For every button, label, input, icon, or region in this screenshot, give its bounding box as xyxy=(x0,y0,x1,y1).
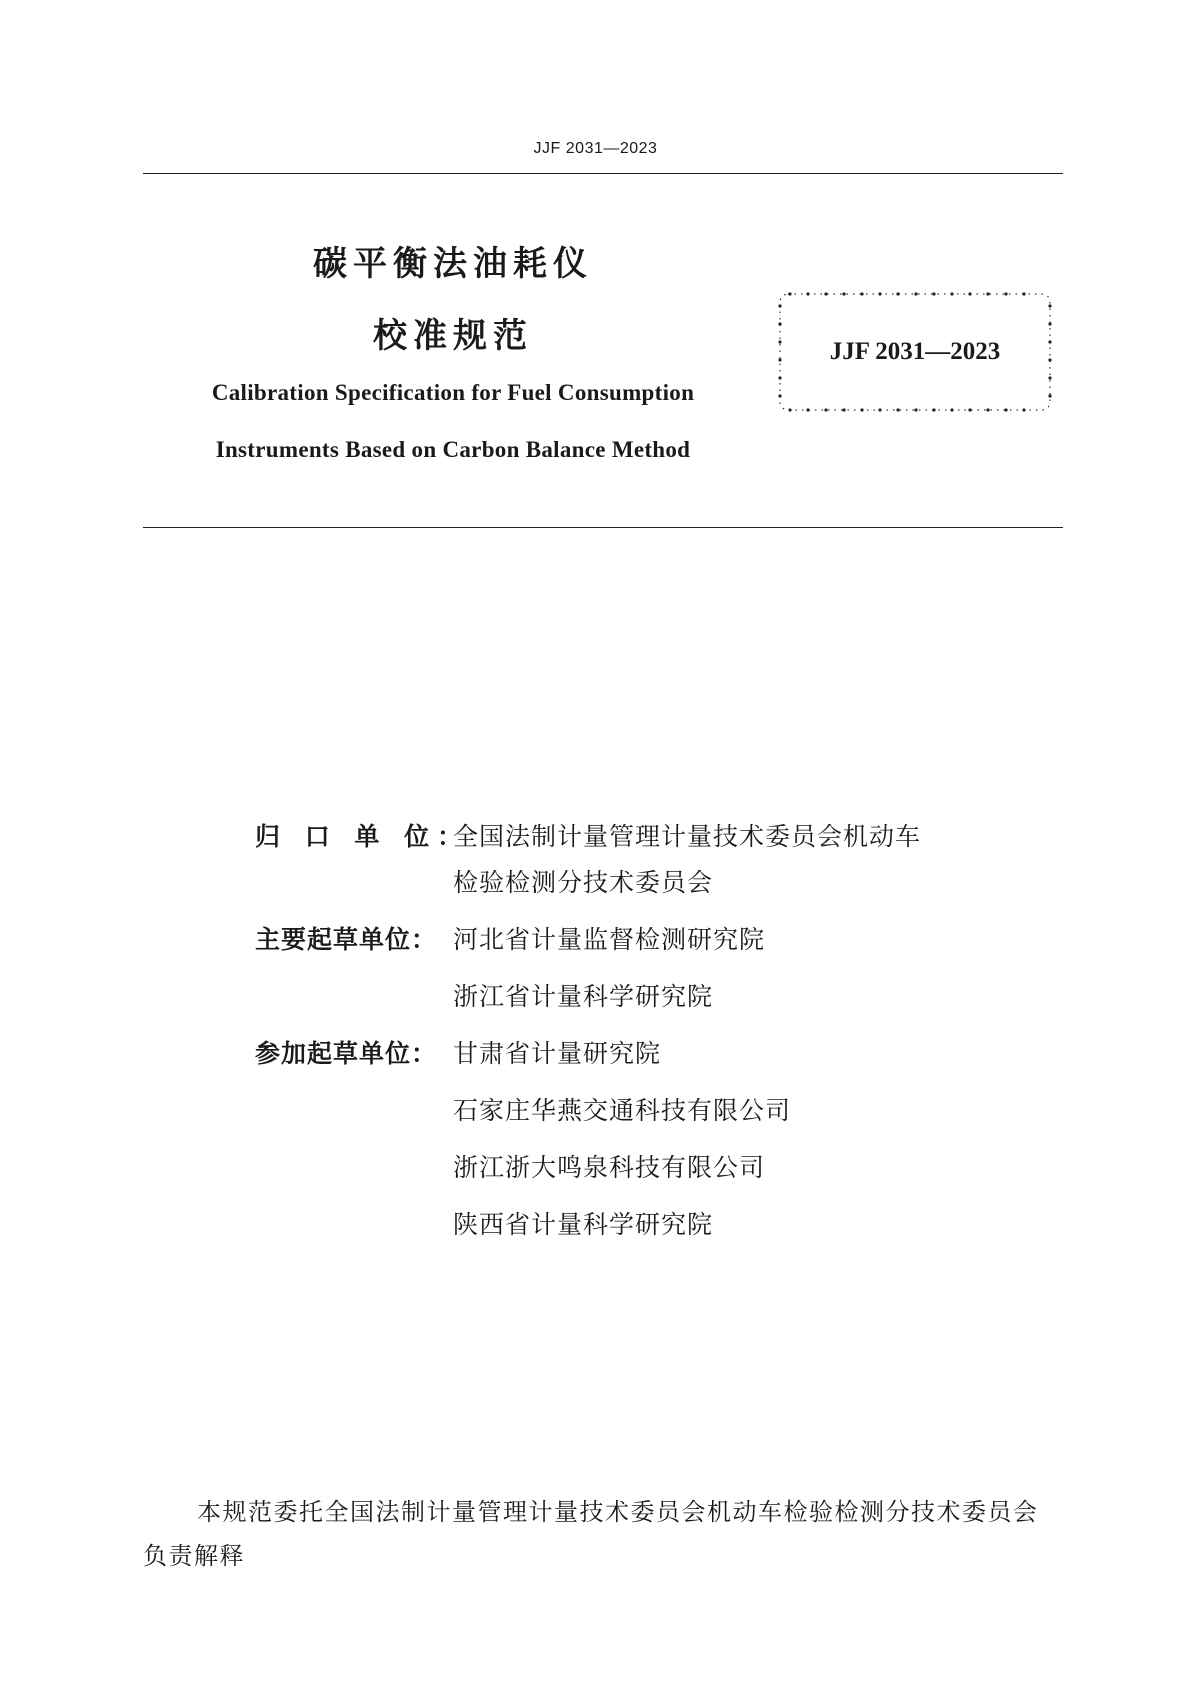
main-drafting-unit-value: 浙江省计量科学研究院 xyxy=(453,982,714,1011)
main-drafting-unit-label: 主要起草单位： xyxy=(255,925,438,954)
title-chinese-line1: 碳平衡法油耗仪 xyxy=(313,244,593,284)
interpretation-note: 本规范委托全国法制计量管理计量技术委员会机动车检验检测分技术委员会负责解释 xyxy=(143,1498,1039,1570)
header-standard-code: JJF 2031—2023 xyxy=(533,140,658,157)
participating-drafting-unit-value: 陕西省计量科学研究院 xyxy=(453,1210,714,1239)
participating-drafting-unit-row xyxy=(255,1037,921,1242)
title-english-line2: Instruments Based on Carbon Balance Method xyxy=(215,437,691,462)
main-drafting-unit-value: 河北省计量监督检测研究院 xyxy=(453,925,766,954)
responsible-unit-value: 全国法制计量管理计量技术委员会机动车 xyxy=(453,822,922,851)
title-rule xyxy=(143,527,1063,528)
drafting-units-section xyxy=(255,820,921,1265)
participating-drafting-unit-value: 石家庄华燕交通科技有限公司 xyxy=(453,1096,792,1125)
main-drafting-unit-row xyxy=(255,923,921,1014)
participating-drafting-unit-value: 浙江浙大鸣泉科技有限公司 xyxy=(453,1153,766,1182)
title-chinese-line2: 校准规范 xyxy=(373,316,533,356)
responsible-unit-value: 检验检测分技术委员会 xyxy=(453,868,714,897)
header-rule xyxy=(143,173,1063,174)
standard-code-box-text: JJF 2031—2023 xyxy=(829,338,1001,365)
title-english-line1: Calibration Specification for Fuel Consumption xyxy=(211,380,695,405)
participating-drafting-unit-value: 甘肃省计量研究院 xyxy=(453,1039,662,1068)
responsible-unit-label: 归 口 单 位： xyxy=(255,822,471,851)
responsible-unit-row xyxy=(255,820,921,900)
standard-code-box xyxy=(776,290,1054,414)
participating-drafting-unit-label: 参加起草单位： xyxy=(255,1039,438,1068)
